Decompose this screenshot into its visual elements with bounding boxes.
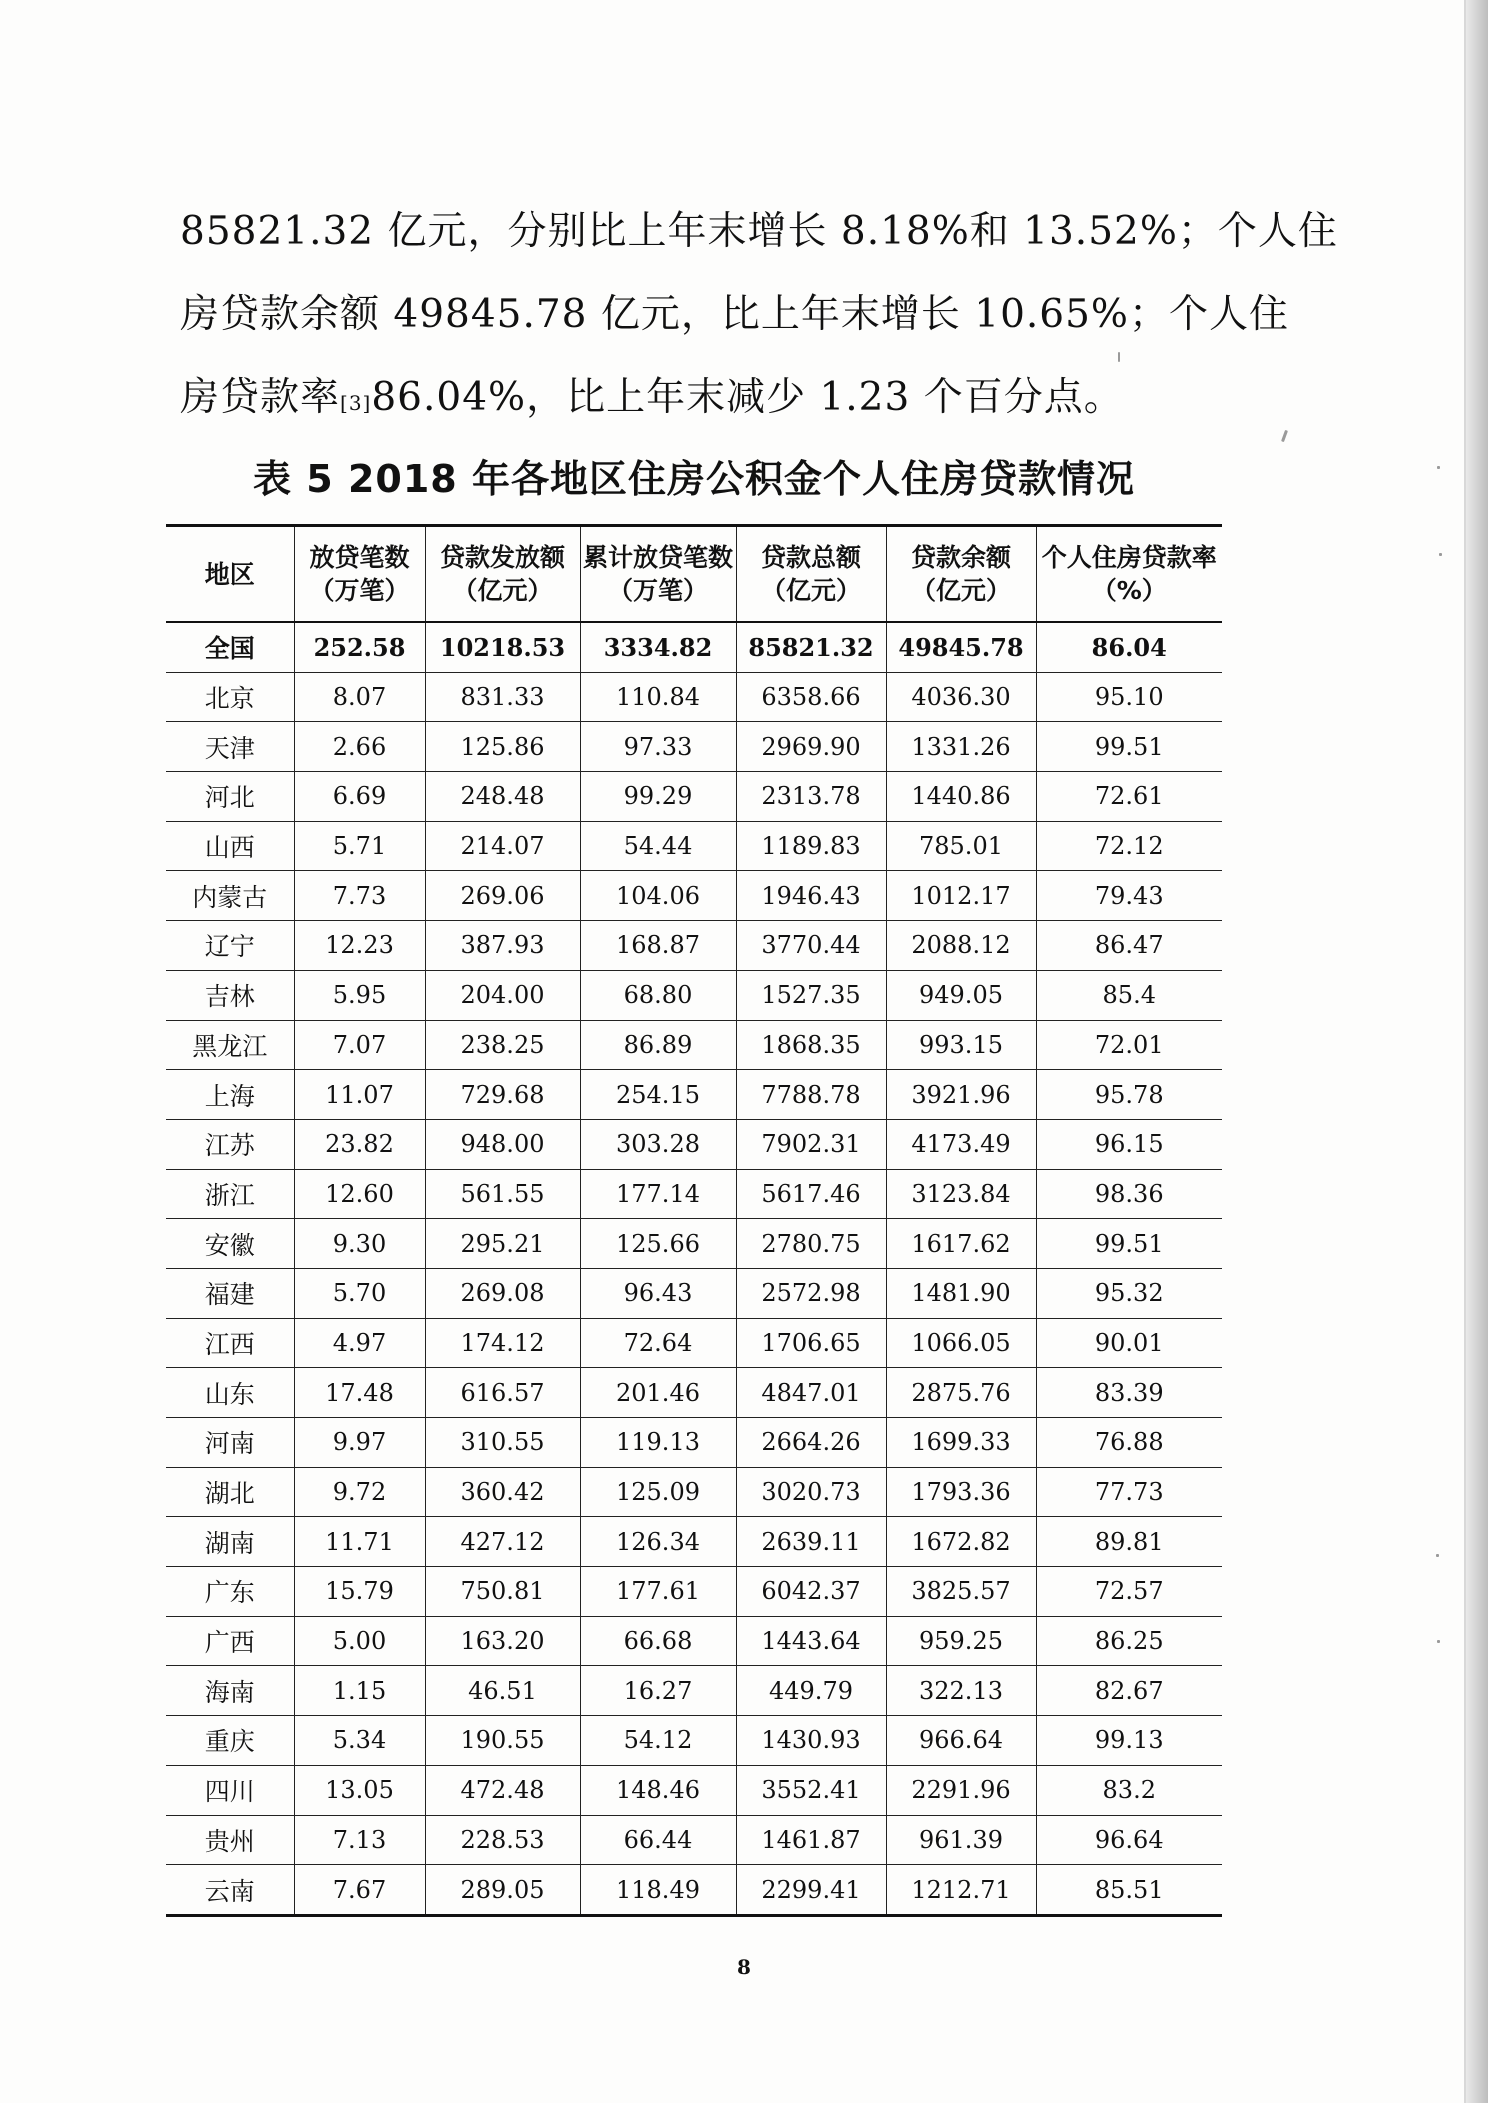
table-row: [166, 1119, 1222, 1169]
value-cell: 119.13: [580, 1418, 736, 1468]
value-cell: 54.44: [580, 821, 736, 871]
value-cell: 1189.83: [736, 821, 886, 871]
region-cell: 云南: [166, 1865, 294, 1916]
value-cell: 79.43: [1036, 871, 1222, 921]
table-row: [166, 1169, 1222, 1219]
value-cell: 2572.98: [736, 1268, 886, 1318]
table-row: [166, 1666, 1222, 1716]
value-cell: 12.60: [294, 1169, 425, 1219]
value-cell: 5.71: [294, 821, 425, 871]
table-header-row: [166, 526, 1222, 623]
value-cell: 66.68: [580, 1616, 736, 1666]
table-row: [166, 772, 1222, 822]
value-cell: 729.68: [425, 1070, 580, 1120]
value-cell: 15.79: [294, 1567, 425, 1617]
value-cell: 204.00: [425, 970, 580, 1020]
value-cell: 7.73: [294, 871, 425, 921]
value-cell: 1868.35: [736, 1020, 886, 1070]
value-cell: 95.78: [1036, 1070, 1222, 1120]
region-cell: 四川: [166, 1765, 294, 1815]
scan-speck: [1437, 466, 1440, 469]
value-cell: 5.00: [294, 1616, 425, 1666]
value-cell: 4847.01: [736, 1368, 886, 1418]
value-cell: 3552.41: [736, 1765, 886, 1815]
value-cell: 96.43: [580, 1268, 736, 1318]
paragraph-line: 房贷款余额 49845.78 亿元，比上年末增长 10.65%；个人住: [180, 292, 1289, 337]
value-cell: 85.51: [1094, 1875, 1164, 1904]
value-cell: 949.05: [886, 970, 1036, 1020]
region-cell: 内蒙古: [166, 871, 294, 921]
value-cell: 1461.87: [736, 1815, 886, 1865]
value-cell: 2299.41: [736, 1865, 886, 1916]
value-cell: 49845.78: [886, 622, 1036, 672]
region-cell: 吉林: [166, 970, 294, 1020]
value-cell: 86.25: [1036, 1616, 1222, 1666]
value-cell: 4.97: [294, 1318, 425, 1368]
value-cell: 17.48: [294, 1368, 425, 1418]
value-cell: 4036.30: [886, 672, 1036, 722]
value-cell: 966.64: [886, 1716, 1036, 1766]
paragraph-text: 86.04%，比上年末减少 1.23 个百分点。: [371, 375, 1124, 420]
value-cell: 125.66: [580, 1219, 736, 1269]
value-cell: 1.15: [294, 1666, 425, 1716]
value-cell: 5.95: [294, 970, 425, 1020]
value-cell: 295.21: [425, 1219, 580, 1269]
value-cell: 9.72: [294, 1467, 425, 1517]
page-number: 8: [737, 1955, 751, 1979]
value-cell: 11.07: [294, 1070, 425, 1120]
value-cell: 1212.71: [886, 1865, 1036, 1916]
region-cell: 全国: [166, 622, 294, 672]
column-header: 地区: [166, 526, 294, 623]
value-cell: 1012.17: [886, 871, 1036, 921]
region-cell: 安徽: [166, 1219, 294, 1269]
region-cell: 辽宁: [166, 921, 294, 971]
region-cell: 海南: [166, 1666, 294, 1716]
value-cell: 86.04: [1036, 622, 1222, 672]
table-caption: 表 5 2018 年各地区住房公积金个人住房贷款情况: [253, 457, 1135, 501]
value-cell: 3825.57: [886, 1567, 1036, 1617]
value-cell: 3921.96: [886, 1070, 1036, 1120]
table-row: [166, 1616, 1222, 1666]
value-cell: 168.87: [580, 921, 736, 971]
value-cell: 1527.35: [736, 970, 886, 1020]
region-cell: 北京: [166, 672, 294, 722]
value-cell: 3334.82: [580, 622, 736, 672]
column-header: 累计放贷笔数（万笔）: [580, 526, 736, 623]
value-cell: 959.25: [886, 1616, 1036, 1666]
value-cell: 82.67: [1036, 1666, 1222, 1716]
column-header: 贷款余额（亿元）: [886, 526, 1036, 623]
value-cell: 10218.53: [425, 622, 580, 672]
value-cell: 561.55: [425, 1169, 580, 1219]
region-cell: 江西: [166, 1318, 294, 1368]
value-cell: 201.46: [580, 1368, 736, 1418]
column-header: 放贷笔数（万笔）: [294, 526, 425, 623]
value-cell: 1331.26: [886, 722, 1036, 772]
value-cell: 8.07: [294, 672, 425, 722]
value-cell: 86.47: [1036, 921, 1222, 971]
value-cell: 269.06: [425, 871, 580, 921]
region-cell: 黑龙江: [166, 1020, 294, 1070]
value-cell: 750.81: [425, 1567, 580, 1617]
value-cell: 7788.78: [736, 1070, 886, 1120]
value-cell: 303.28: [580, 1119, 736, 1169]
value-cell: 4173.49: [886, 1119, 1036, 1169]
region-cell: 山西: [166, 821, 294, 871]
value-cell: 5.34: [294, 1716, 425, 1766]
value-cell: 125.09: [580, 1467, 736, 1517]
region-cell: 重庆: [166, 1716, 294, 1766]
body-paragraph: [180, 190, 1338, 439]
value-cell: 99.29: [580, 772, 736, 822]
value-cell: 190.55: [425, 1716, 580, 1766]
value-cell: 360.42: [425, 1467, 580, 1517]
value-cell: 7.67: [294, 1865, 425, 1916]
scan-edge: [1466, 0, 1488, 2103]
value-cell: 72.61: [1036, 772, 1222, 822]
value-cell: 177.14: [580, 1169, 736, 1219]
region-cell: 江苏: [166, 1119, 294, 1169]
scan-speck: [1437, 1640, 1440, 1643]
value-cell: 2664.26: [736, 1418, 886, 1468]
table-body: [166, 622, 1222, 1915]
table-row: [166, 1865, 1222, 1916]
value-cell: 1066.05: [886, 1318, 1036, 1368]
value-cell: 99.13: [1036, 1716, 1222, 1766]
value-cell: 72.64: [580, 1318, 736, 1368]
value-cell: 289.05: [425, 1865, 580, 1916]
table-row: [166, 1567, 1222, 1617]
region-cell: 贵州: [166, 1815, 294, 1865]
value-cell: 1793.36: [886, 1467, 1036, 1517]
value-cell: 993.15: [886, 1020, 1036, 1070]
value-cell: 5.70: [294, 1268, 425, 1318]
value-cell: 5617.46: [736, 1169, 886, 1219]
value-cell: 85.4: [1036, 970, 1222, 1020]
value-cell: 3123.84: [886, 1169, 1036, 1219]
value-cell: 961.39: [886, 1815, 1036, 1865]
table-row: [166, 1020, 1222, 1070]
table-row-total: [166, 622, 1222, 672]
paragraph-line: 85821.32 亿元，分别比上年末增长 8.18%和 13.52%；个人住: [180, 209, 1338, 254]
value-cell: 95.32: [1036, 1268, 1222, 1318]
value-cell: 2639.11: [736, 1517, 886, 1567]
value-cell: 2291.96: [886, 1765, 1036, 1815]
value-cell: 83.2: [1036, 1765, 1222, 1815]
value-cell: 2875.76: [886, 1368, 1036, 1418]
column-header: 个人住房贷款率（%）: [1036, 526, 1222, 623]
value-cell: 118.49: [580, 1865, 736, 1916]
value-cell: 13.05: [294, 1765, 425, 1815]
value-cell: 1672.82: [886, 1517, 1036, 1567]
column-header: 贷款发放额（亿元）: [425, 526, 580, 623]
value-cell: 1481.90: [886, 1268, 1036, 1318]
value-cell: 89.81: [1036, 1517, 1222, 1567]
value-cell: 387.93: [425, 921, 580, 971]
table-row: [166, 970, 1222, 1020]
region-cell: 湖南: [166, 1517, 294, 1567]
value-cell: 177.61: [580, 1567, 736, 1617]
table-row: [166, 1467, 1222, 1517]
value-cell: 2.66: [294, 722, 425, 772]
scan-speck: [1281, 430, 1288, 442]
region-cell: 山东: [166, 1368, 294, 1418]
table-row: [166, 1418, 1222, 1468]
value-cell: 85821.32: [736, 622, 886, 672]
value-cell: 254.15: [580, 1070, 736, 1120]
paragraph-text: 房贷款率: [180, 375, 341, 420]
value-cell: 228.53: [425, 1815, 580, 1865]
region-cell: 湖北: [166, 1467, 294, 1517]
value-cell: 1440.86: [886, 772, 1036, 822]
table-row: [166, 821, 1222, 871]
table-row: [166, 1318, 1222, 1368]
region-cell: 河南: [166, 1418, 294, 1468]
table-row: [166, 1716, 1222, 1766]
value-cell: 2088.12: [886, 921, 1036, 971]
value-cell: 269.08: [425, 1268, 580, 1318]
region-cell: 天津: [166, 722, 294, 772]
value-cell: 72.12: [1036, 821, 1222, 871]
value-cell: 2969.90: [736, 722, 886, 772]
value-cell: 449.79: [736, 1666, 886, 1716]
value-cell: 90.01: [1036, 1318, 1222, 1368]
region-cell: 上海: [166, 1070, 294, 1120]
value-cell: 310.55: [425, 1418, 580, 1468]
value-cell: 77.73: [1036, 1467, 1222, 1517]
table-row: [166, 1219, 1222, 1269]
value-cell: 96.64: [1036, 1815, 1222, 1865]
region-cell: 福建: [166, 1268, 294, 1318]
region-cell: 浙江: [166, 1169, 294, 1219]
value-cell: 427.12: [425, 1517, 580, 1567]
value-cell: 163.20: [425, 1616, 580, 1666]
value-cell: 2313.78: [736, 772, 886, 822]
value-cell: 9.97: [294, 1418, 425, 1468]
table-row: [166, 1070, 1222, 1120]
value-cell: 66.44: [580, 1815, 736, 1865]
value-cell: 6358.66: [736, 672, 886, 722]
value-cell: 96.15: [1036, 1119, 1222, 1169]
region-cell: 广西: [166, 1616, 294, 1666]
table-row: [166, 871, 1222, 921]
value-cell: 23.82: [294, 1119, 425, 1169]
value-cell: 98.36: [1036, 1169, 1222, 1219]
value-cell: 83.39: [1036, 1368, 1222, 1418]
paragraph-line: [180, 356, 1230, 439]
value-cell: 148.46: [580, 1765, 736, 1815]
value-cell: 322.13: [886, 1666, 1036, 1716]
value-cell: 9.30: [294, 1219, 425, 1269]
value-cell: 1946.43: [736, 871, 886, 921]
column-header: 贷款总额（亿元）: [736, 526, 886, 623]
value-cell: 110.84: [580, 672, 736, 722]
table-row: [166, 1765, 1222, 1815]
value-cell: 3020.73: [736, 1467, 886, 1517]
value-cell: 16.27: [580, 1666, 736, 1716]
value-cell: 104.06: [580, 871, 736, 921]
table-row: [166, 1815, 1222, 1865]
value-cell: 68.80: [580, 970, 736, 1020]
value-cell: 252.58: [294, 622, 425, 672]
value-cell: 174.12: [425, 1318, 580, 1368]
value-cell: 1706.65: [736, 1318, 886, 1368]
value-cell: 72.01: [1036, 1020, 1222, 1070]
value-cell: 785.01: [886, 821, 1036, 871]
value-cell: 7.07: [294, 1020, 425, 1070]
table-row: [166, 1368, 1222, 1418]
value-cell: 46.51: [425, 1666, 580, 1716]
value-cell: 1430.93: [736, 1716, 886, 1766]
value-cell: 99.51: [1036, 1219, 1222, 1269]
value-cell: 7902.31: [736, 1119, 886, 1169]
value-cell: 125.86: [425, 722, 580, 772]
value-cell: 831.33: [425, 672, 580, 722]
table-row: [166, 672, 1222, 722]
scan-speck: [1436, 1554, 1439, 1557]
value-cell: 616.57: [425, 1368, 580, 1418]
value-cell: 3770.44: [736, 921, 886, 971]
value-cell: 1443.64: [736, 1616, 886, 1666]
value-cell: 2780.75: [736, 1219, 886, 1269]
value-cell: 95.10: [1036, 672, 1222, 722]
loan-table: [166, 524, 1222, 1917]
value-cell: 86.89: [580, 1020, 736, 1070]
table-row: [166, 1517, 1222, 1567]
value-cell: 948.00: [425, 1119, 580, 1169]
value-cell: 1699.33: [886, 1418, 1036, 1468]
table-row: [166, 1268, 1222, 1318]
footnote-reference[interactable]: [3]: [340, 391, 372, 415]
region-cell: 河北: [166, 772, 294, 822]
value-cell: 126.34: [580, 1517, 736, 1567]
value-cell: 238.25: [425, 1020, 580, 1070]
value-cell: 6042.37: [736, 1567, 886, 1617]
value-cell: 7.13: [294, 1815, 425, 1865]
value-cell: 54.12: [580, 1716, 736, 1766]
value-cell: 97.33: [580, 722, 736, 772]
table-row: [166, 921, 1222, 971]
value-cell: 76.88: [1036, 1418, 1222, 1468]
value-cell: 99.51: [1036, 722, 1222, 772]
value-cell: 472.48: [425, 1765, 580, 1815]
table-row: [166, 722, 1222, 772]
value-cell: 72.57: [1036, 1567, 1222, 1617]
value-cell: 6.69: [294, 772, 425, 822]
value-cell: 1617.62: [886, 1219, 1036, 1269]
value-cell: 11.71: [294, 1517, 425, 1567]
scan-speck: [1439, 553, 1442, 556]
value-cell: 214.07: [425, 821, 580, 871]
value-cell: 12.23: [294, 921, 425, 971]
region-cell: 广东: [166, 1567, 294, 1617]
value-cell: 248.48: [425, 772, 580, 822]
